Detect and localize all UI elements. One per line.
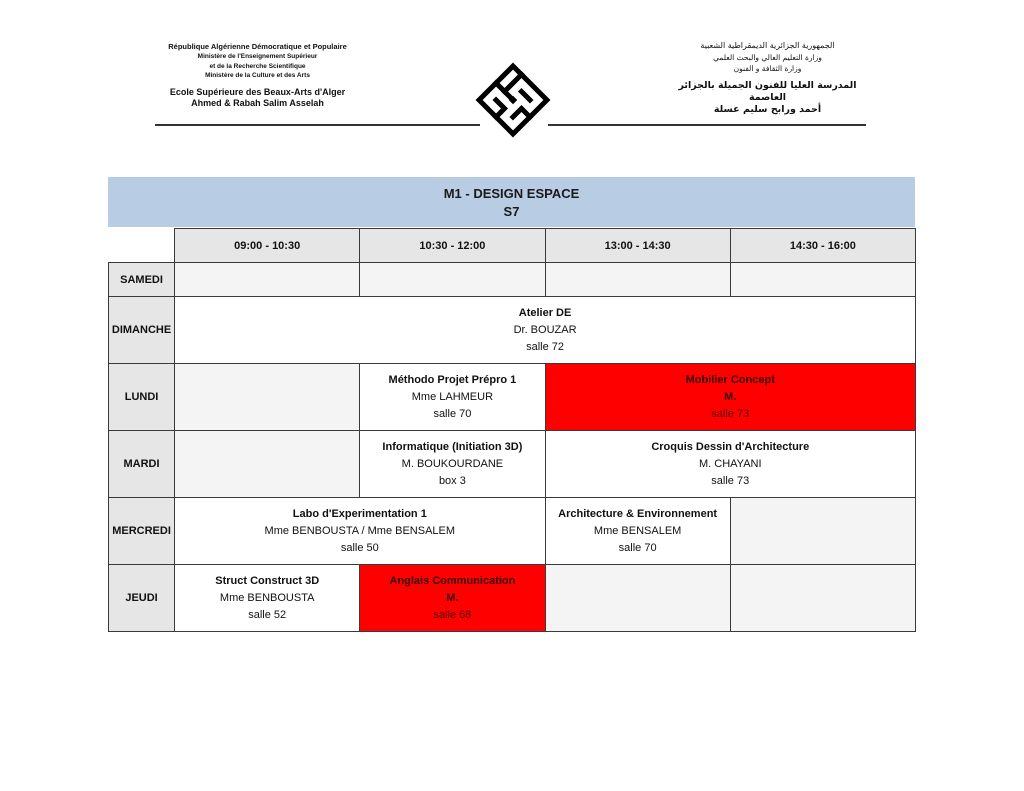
course-cell-mobilier-concept bbox=[545, 364, 915, 431]
course-room: salle 73 bbox=[711, 407, 750, 420]
course-room: salle 70 bbox=[433, 407, 472, 420]
course-cell-struct-construct bbox=[175, 565, 360, 632]
course-teacher: M. bbox=[446, 591, 459, 604]
header-divider-right bbox=[548, 124, 866, 126]
course-cell-atelier-de bbox=[175, 297, 916, 364]
time-slot-header: 10:30 - 12:00 bbox=[360, 229, 545, 263]
course-title: Mobilier Concept bbox=[685, 373, 775, 386]
course-teacher: Mme BENBOUSTA bbox=[219, 591, 315, 604]
day-row-samedi bbox=[109, 263, 916, 297]
course-teacher: M. bbox=[724, 390, 737, 403]
ministry-research: et de la Recherche Scientifique bbox=[209, 62, 306, 70]
time-slot-header-row bbox=[109, 229, 916, 263]
course-title: Méthodo Projet Prépro 1 bbox=[388, 373, 517, 386]
course-title: Informatique (Initiation 3D) bbox=[382, 440, 523, 453]
day-label: MARDI bbox=[109, 431, 175, 498]
semester-label: S7 bbox=[503, 204, 520, 219]
empty-slot bbox=[360, 263, 545, 297]
course-room: salle 68 bbox=[433, 608, 472, 621]
day-label: JEUDI bbox=[109, 565, 175, 632]
school-name-arabic: المدرسة العليا للفنون الجميلة بالجزائر العاصمة bbox=[678, 80, 857, 103]
course-teacher: Dr. BOUZAR bbox=[513, 323, 577, 336]
course-teacher: Mme LAHMEUR bbox=[411, 390, 494, 403]
day-row-mercredi bbox=[109, 498, 916, 565]
course-room: salle 50 bbox=[340, 541, 379, 554]
day-row-lundi bbox=[109, 364, 916, 431]
corner-cell bbox=[109, 229, 175, 263]
timetable-title: M1 - DESIGN ESPACE bbox=[443, 186, 580, 201]
course-room: salle 70 bbox=[618, 541, 657, 554]
course-teacher: Mme BENBOUSTA / Mme BENSALEM bbox=[264, 524, 456, 537]
course-room: salle 73 bbox=[711, 474, 750, 487]
day-label: LUNDI bbox=[109, 364, 175, 431]
course-room: salle 72 bbox=[526, 340, 564, 353]
course-title: Labo d'Experimentation 1 bbox=[292, 507, 427, 520]
institution-header-french bbox=[150, 41, 365, 109]
school-subname: Ahmed & Rabah Salim Asselah bbox=[191, 97, 324, 108]
republic-name: République Algérienne Démocratique et Populaire bbox=[168, 42, 347, 51]
empty-slot bbox=[730, 263, 915, 297]
course-title: Atelier DE bbox=[518, 306, 572, 319]
day-label: SAMEDI bbox=[109, 263, 175, 297]
empty-slot bbox=[730, 565, 915, 632]
institution-header-arabic bbox=[660, 40, 875, 116]
kufic-square-logo-icon bbox=[475, 62, 551, 138]
day-row-dimanche bbox=[109, 297, 916, 364]
school-name: Ecole Supérieure des Beaux-Arts d'Alger bbox=[169, 86, 346, 97]
timetable-grid bbox=[108, 228, 916, 632]
ministry-culture: Ministère de la Culture et des Arts bbox=[205, 72, 310, 79]
empty-slot bbox=[545, 565, 730, 632]
course-cell-croquis-dessin bbox=[545, 431, 915, 498]
course-title: Architecture & Environnement bbox=[558, 507, 718, 520]
day-row-jeudi bbox=[109, 565, 916, 632]
course-title: Struct Construct 3D bbox=[215, 574, 320, 587]
course-cell-anglais-communication bbox=[360, 565, 545, 632]
course-teacher: M. CHAYANI bbox=[698, 457, 762, 470]
empty-slot bbox=[175, 431, 360, 498]
timetable-title-band bbox=[108, 177, 915, 227]
header-divider-left bbox=[155, 124, 480, 126]
empty-slot bbox=[730, 498, 915, 565]
course-cell-labo-experimentation bbox=[175, 498, 545, 565]
empty-slot bbox=[175, 364, 360, 431]
ministry-higher-education-arabic: وزارة التعليم العالي والبحث العلمي bbox=[713, 53, 822, 62]
course-cell-informatique bbox=[360, 431, 545, 498]
course-room: salle 52 bbox=[248, 608, 287, 621]
ministry-higher-education: Ministère de l'Enseignement Supérieur bbox=[197, 53, 318, 60]
empty-slot bbox=[175, 263, 360, 297]
time-slot-header: 14:30 - 16:00 bbox=[730, 229, 915, 263]
course-room: box 3 bbox=[438, 474, 466, 487]
republic-name-arabic: الجمهورية الجزائرية الديمقراطية الشعبية bbox=[700, 41, 835, 50]
day-label: MERCREDI bbox=[109, 498, 175, 565]
time-slot-header: 09:00 - 10:30 bbox=[175, 229, 360, 263]
day-row-mardi bbox=[109, 431, 916, 498]
course-title: Anglais Communication bbox=[389, 574, 516, 587]
empty-slot bbox=[545, 263, 730, 297]
time-slot-header: 13:00 - 14:30 bbox=[545, 229, 730, 263]
course-cell-architecture-environnement bbox=[545, 498, 730, 565]
course-teacher: Mme BENSALEM bbox=[593, 524, 682, 537]
day-label: DIMANCHE bbox=[109, 297, 175, 364]
ministry-culture-arabic: وزارة الثقافة و الفنون bbox=[733, 64, 802, 73]
course-title: Croquis Dessin d'Architecture bbox=[651, 440, 810, 453]
course-teacher: M. BOUKOURDANE bbox=[401, 457, 504, 470]
school-subname-arabic: أحمد ورابح سليم عسلة bbox=[713, 104, 822, 115]
course-cell-methodo-projet bbox=[360, 364, 545, 431]
